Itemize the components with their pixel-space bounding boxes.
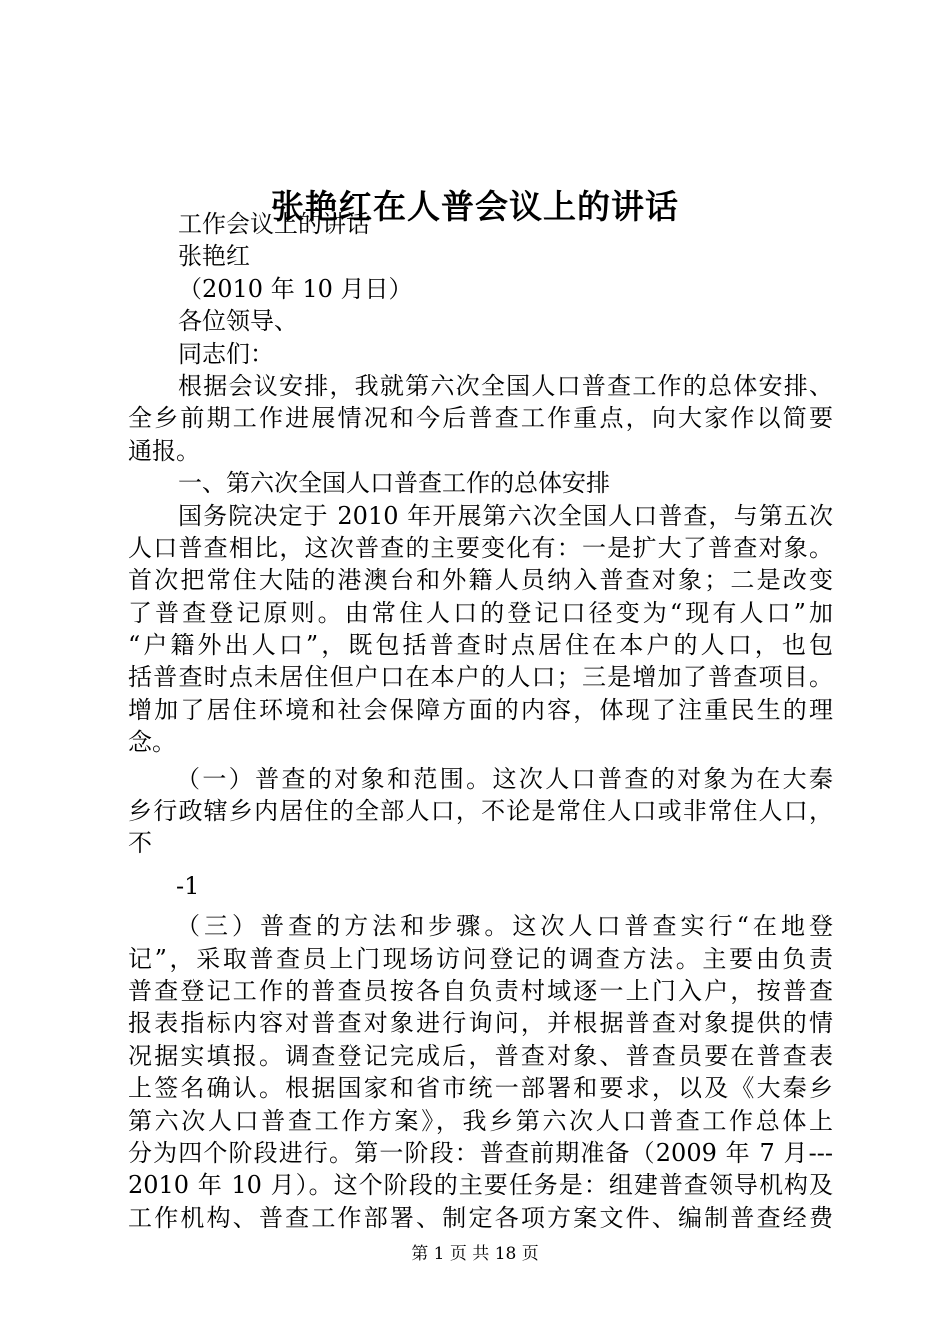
paragraph-line: 括普查时点未居住但户口在本户的人口；三是增加了普查项目。 (128, 663, 833, 692)
header-line: 各位领导、 (178, 307, 298, 336)
inline-page-number: -1 (176, 871, 200, 900)
document-body (128, 208, 833, 1234)
paragraph-line: 不 (128, 829, 152, 858)
paragraph-line: 全乡前期工作进展情况和今后普查工作重点，向大家作以简要 (128, 404, 833, 433)
paragraph-line: 乡行政辖乡内居住的全部人口，不论是常住人口或非常住人口， (128, 797, 833, 826)
header-line: 工作会议上的讲话 (178, 210, 370, 238)
paragraph-line: 国务院决定于 2010 年开展第六次全国人口普查，与第五次 (178, 501, 833, 530)
header-line: （2010 年 10 月日） (178, 274, 413, 303)
paragraph-line: 上签名确认。根据国家和省市统一部署和要求，以及《大秦乡 (128, 1074, 833, 1103)
paragraph-line: 2010 年 10 月）。这个阶段的主要任务是：组建普查领导机构及 (128, 1171, 833, 1200)
paragraph-line: 念。 (128, 728, 176, 757)
paragraph-line: 通报。 (128, 436, 200, 465)
paragraph-line: 普查登记工作的普查员按各自负责村域逐一上门入户，按普查 (128, 976, 833, 1005)
header-line: 张艳红 (178, 242, 250, 271)
paragraph-line: 根据会议安排，我就第六次全国人口普查工作的总体安排、 (178, 371, 833, 400)
paragraph-line: （三）普查的方法和步骤。这次人口普查实行“在地登 (176, 912, 833, 941)
paragraph-line: 报表指标内容对普查对象进行询问，并根据普查对象提供的情 (128, 1009, 833, 1038)
paragraph-line: 第六次人口普查工作方案》，我乡第六次人口普查工作总体上 (128, 1106, 833, 1135)
page-footer: 第 1 页 共 18 页 (411, 1244, 539, 1264)
paragraph-line: 了普查登记原则。由常住人口的登记口径变为“现有人口”加 (128, 598, 833, 627)
document-title: 张艳红在人普会议上的讲话 (271, 187, 679, 226)
paragraph-line: （一）普查的对象和范围。这次人口普查的对象为在大秦 (176, 764, 833, 793)
paragraph-line: 分为四个阶段进行。第一阶段：普查前期准备（2009 年 7 月--- (128, 1138, 833, 1167)
paragraph-line: 工作机构、普查工作部署、制定各项方案文件、编制普查经费 (128, 1203, 833, 1232)
paragraph-line: 首次把常住大陆的港澳台和外籍人员纳入普查对象；二是改变 (128, 566, 833, 595)
section-heading: 一、第六次全国人口普查工作的总体安排 (178, 469, 610, 498)
paragraph-line: 记”，采取普查员上门现场访问登记的调查方法。主要由负责 (128, 944, 833, 973)
paragraph-line: “户籍外出人口”，既包括普查时点居住在本户的人口，也包 (128, 631, 833, 660)
paragraph-line: 况据实填报。调查登记完成后，普查对象、普查员要在普查表 (128, 1041, 833, 1070)
paragraph-line: 增加了居住环境和社会保障方面的内容，体现了注重民生的理 (128, 695, 833, 724)
header-line: 同志们： (178, 339, 274, 368)
paragraph-line: 人口普查相比，这次普查的主要变化有：一是扩大了普查对象。 (128, 533, 833, 562)
